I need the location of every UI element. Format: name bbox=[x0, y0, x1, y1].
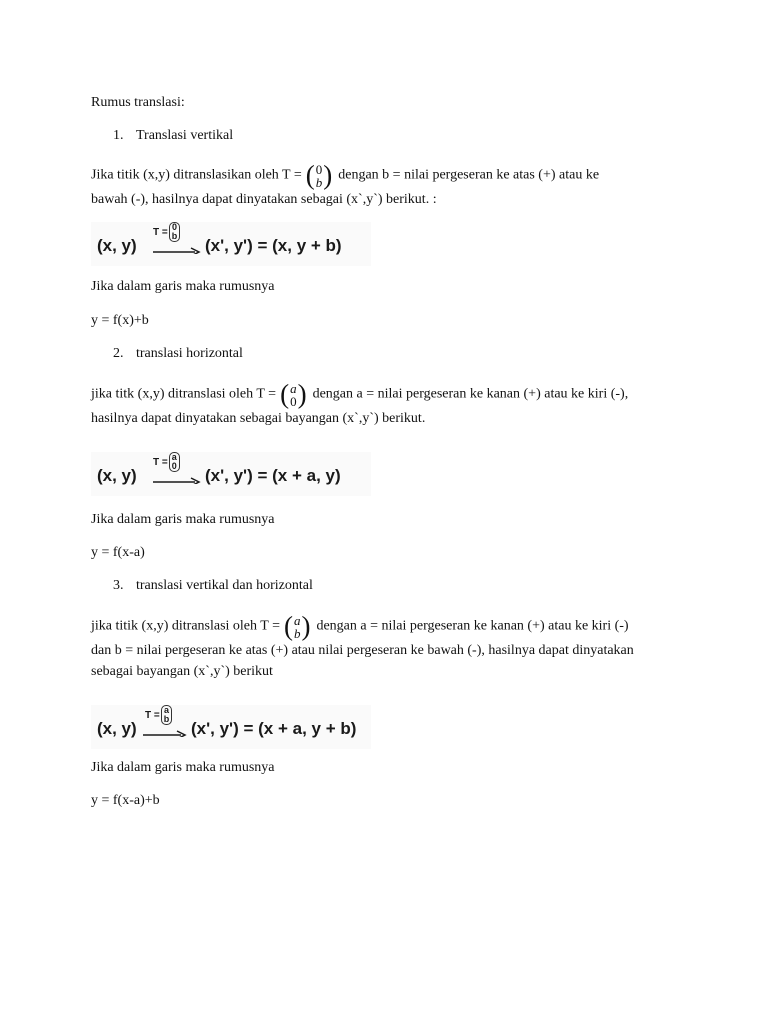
equation-3: y = f(x-a)+b bbox=[91, 793, 160, 808]
translation-vector-3: ( a b ) bbox=[283, 611, 311, 641]
formula-right-2: (x', y') = (x + a, y) bbox=[205, 466, 341, 485]
formula-vector-bottom-1: b bbox=[171, 231, 178, 241]
formula-image-2 bbox=[91, 452, 371, 496]
line-caption-3: Jika dalam garis maka rumusnya bbox=[91, 760, 275, 775]
sentence-start-3: jika titik (x,y) ditranslasi oleh T = bbox=[91, 618, 280, 634]
list-item-title-1: Translasi vertikal bbox=[136, 128, 234, 143]
list-number-3: 3. bbox=[113, 578, 124, 593]
arrow-icon bbox=[151, 226, 201, 254]
formula-image-3 bbox=[91, 705, 371, 749]
list-number-2: 2. bbox=[113, 346, 124, 361]
list-item-title-2: translasi horizontal bbox=[136, 346, 243, 361]
paragraph-translation-vertical bbox=[91, 162, 683, 210]
list-item-title-3: translasi vertikal dan horizontal bbox=[136, 578, 313, 593]
translation-vector-2: ( a 0 ) bbox=[280, 379, 307, 409]
formula-t-text-3: T = bbox=[145, 709, 160, 721]
paragraph-translation-horizontal bbox=[91, 381, 683, 429]
vector-top-3: a bbox=[293, 612, 301, 628]
line-caption-1: Jika dalam garis maka rumusnya bbox=[91, 279, 275, 294]
formula-image-1 bbox=[91, 222, 371, 266]
sentence-rest-2: dengan a = nilai pergeseran ke kanan (+) atau ke kiri (-), bbox=[312, 386, 629, 402]
formula-left-2: (x, y) bbox=[97, 466, 137, 485]
translation-vector-1: ( 0 b ) bbox=[305, 160, 333, 190]
arrow-icon bbox=[151, 456, 201, 484]
formula-vector-top-3: a bbox=[163, 705, 169, 715]
formula-vector-bottom-2: 0 bbox=[171, 461, 177, 471]
vector-top-1: 0 bbox=[315, 161, 323, 177]
formula-vector-top-1: 0 bbox=[171, 222, 177, 232]
sentence-line2-3: dan b = nilai pergeseran ke atas (+) atau nilai pergeseran ke bawah (-), hasilnya dapat dinyatakan bbox=[91, 643, 634, 658]
paragraph-translation-both bbox=[91, 613, 683, 682]
sentence-rest-1: dengan b = nilai pergeseran ke atas (+) atau ke bbox=[338, 167, 600, 183]
formula-t-text-1: T = bbox=[153, 226, 168, 238]
sentence-line2-1: bawah (-), hasilnya dapat dinyatakan sebagai (x`,y`) berikut. : bbox=[91, 192, 437, 207]
list-number-1: 1. bbox=[113, 128, 124, 143]
formula-left-1: (x, y) bbox=[97, 236, 137, 255]
vector-bottom-3: b bbox=[293, 625, 301, 641]
line-caption-2: Jika dalam garis maka rumusnya bbox=[91, 512, 275, 527]
sentence-start-2: jika titk (x,y) ditranslasi oleh T = bbox=[91, 386, 277, 402]
formula-left-3: (x, y) bbox=[97, 719, 137, 738]
document-heading: Rumus translasi: bbox=[91, 95, 185, 110]
vector-bottom-2: 0 bbox=[290, 393, 297, 409]
sentence-rest-3: dengan a = nilai pergeseran ke kanan (+) atau ke kiri (-) bbox=[316, 618, 629, 634]
formula-t-text-2: T = bbox=[153, 456, 168, 468]
formula-vector-top-2: a bbox=[171, 452, 177, 462]
vector-bottom-1: b bbox=[315, 174, 323, 190]
sentence-start-1: Jika titik (x,y) ditranslasikan oleh T = bbox=[91, 167, 302, 183]
formula-right-1: (x', y') = (x, y + b) bbox=[205, 236, 342, 255]
vector-top-2: a bbox=[290, 380, 297, 396]
sentence-line3-3: sebagai bayangan (x`,y`) berikut bbox=[91, 664, 273, 679]
equation-2: y = f(x-a) bbox=[91, 545, 145, 560]
arrow-icon bbox=[141, 709, 191, 737]
formula-right-3: (x', y') = (x + a, y + b) bbox=[191, 719, 357, 738]
formula-vector-bottom-3: b bbox=[163, 714, 170, 724]
sentence-line2-2: hasilnya dapat dinyatakan sebagai bayangan (x`,y`) berikut. bbox=[91, 411, 426, 426]
equation-1: y = f(x)+b bbox=[91, 313, 149, 328]
